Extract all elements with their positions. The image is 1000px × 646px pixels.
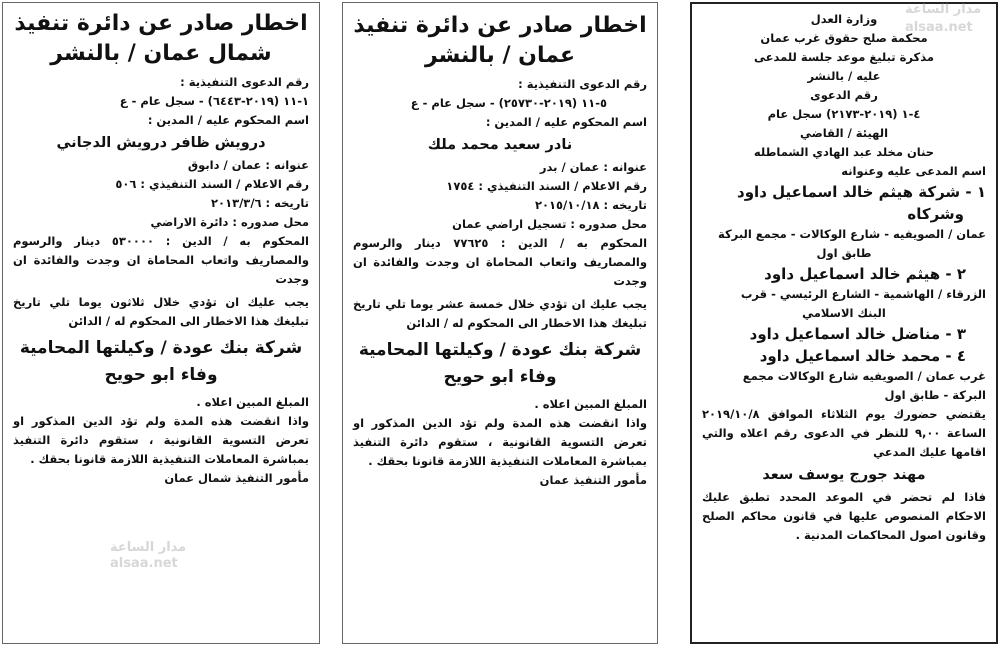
case-number: ٤-١ (٢٠١٩-٢١٧٣) سجل عام bbox=[767, 107, 921, 121]
debtor-label: اسم المحكوم عليه / المدين : bbox=[485, 115, 647, 129]
execution-notice-amman bbox=[342, 2, 658, 644]
defendant-2-address: الزرقاء / الهاشمية - الشارع الرئيسي - قرب bbox=[740, 287, 986, 301]
defendant-2-address-cont: البنك الاسلامي bbox=[802, 306, 886, 320]
defendant-1-address: عمان / الصويفيه - شارع الوكالات - مجمع البركة bbox=[718, 227, 986, 241]
notice-date: تاريخه : ٢٠١٣/٣/٦ bbox=[211, 196, 309, 210]
watermark-url-2: alsaa.net bbox=[110, 556, 178, 571]
judge-label: الهيئة / القاضي bbox=[799, 126, 889, 140]
debtor-label: اسم المحكوم عليه / المدين : bbox=[147, 113, 309, 127]
notice-number: رقم الاعلام / السند التنفيذي : ١٧٥٤ bbox=[446, 179, 647, 193]
debtor-name: درويش ظافر درويش الدجاني bbox=[56, 135, 266, 151]
judge-name: حنان مخلد عبد الهادي الشماطله bbox=[753, 145, 935, 159]
case-number: ٥-١١ (٢٠١٩-٢٥٧٣٠) - سجل عام - ع bbox=[410, 96, 607, 110]
creditor-name: شركة بنك عودة / وكيلتها المحامية bbox=[358, 340, 642, 360]
defendant-1-cont: وشركاه bbox=[907, 205, 964, 223]
notice-type-cont: عليه / بالنشر bbox=[807, 69, 881, 83]
lawyer-name: وفاء ابو حويح bbox=[443, 367, 557, 387]
payment-obligation: يجب عليك ان تؤدي خلال ثلاثون يوما تلي تاريخ تبليغك هذا الاخطار الى المحكوم له / الدائن bbox=[13, 295, 309, 328]
defendant-label: اسم المدعى عليه وعنوانه bbox=[841, 164, 986, 178]
notice-number: رقم الاعلام / السند التنفيذي : ٥٠٦ bbox=[115, 177, 309, 191]
stated-amount: المبلغ المبين اعلاه . bbox=[534, 397, 647, 411]
case-number: ١-١١ (٢٠١٩-٦٤٤٣) - سجل عام - ع bbox=[119, 94, 309, 108]
execution-notice-north-amman bbox=[2, 2, 320, 644]
defendants-3-4-address-cont: البركة - طابق اول bbox=[884, 388, 986, 402]
issuing-authority: محل صدوره : دائرة الاراضي bbox=[150, 215, 309, 229]
debtor-name: نادر سعيد محمد ملك bbox=[427, 137, 573, 153]
notice-title-cont: عمان / بالنشر bbox=[424, 43, 575, 68]
defendants-3-4-address: غرب عمان / الصويفيه شارع الوكالات مجمع bbox=[742, 369, 986, 383]
notice-title: اخطار صادر عن دائرة تنفيذ bbox=[353, 13, 647, 38]
hearing-text: يقتضي حضورك يوم الثلاثاء الموافق ٢٠١٩/١٠/٨ الساعة ٩,٠٠ للنظر في الدعوى رقم اعلاه والتي اقامها عليك المدعي bbox=[702, 407, 986, 459]
defendant-4: ٤ - محمد خالد اسماعيل داود bbox=[759, 347, 966, 365]
stated-amount: المبلغ المبين اعلاه . bbox=[196, 395, 309, 409]
lawyer-name: وفاء ابو حويح bbox=[104, 365, 218, 385]
watermark-url: alsaa.net bbox=[905, 20, 973, 35]
ministry-heading: وزارة العدل bbox=[810, 12, 878, 26]
defendant-2: ٢ - هيثم خالد اسماعيل داود bbox=[764, 265, 966, 283]
defendant-1: ١ - شركة هيثم خالد اسماعيل داود bbox=[737, 183, 986, 201]
court-name: محكمة صلح حقوق غرب عمان bbox=[760, 31, 928, 45]
warning-text: فاذا لم تحضر في الموعد المحدد تطبق عليك الاحكام المنصوص عليها في قانون محاكم الصلح وقانون اصول المحاكمات المدنية . bbox=[702, 490, 986, 542]
case-label: رقم الدعوى التنفيذية : bbox=[518, 77, 647, 91]
case-label: رقم الدعوى التنفيذية : bbox=[180, 75, 309, 89]
court-summons-notice bbox=[690, 2, 998, 644]
defendant-3: ٣ - مناضل خالد اسماعيل داود bbox=[749, 325, 966, 343]
closing-text: واذا انقضت هذه المدة ولم تؤد الدين المذكور او تعرض التسوية القانونية ، ستقوم دائرة التنفيذ بمباشرة المعاملات التنفيذية اللازمة قانونا بحقك . bbox=[13, 414, 309, 466]
enforcement-officer: مأمور التنفيذ شمال عمان bbox=[164, 471, 309, 485]
enforcement-officer: مأمور التنفيذ عمان bbox=[539, 473, 647, 487]
judgment-amount: المحكوم به / الدين : ٧٧٦٢٥ دينار والرسوم والمصاريف واتعاب المحاماة ان وجدت والفائدة ان وجدت bbox=[353, 236, 648, 288]
notice-date: تاريخه : ٢٠١٥/١٠/١٨ bbox=[534, 198, 647, 212]
judgment-amount: المحكوم به / الدين : ٥٣٠٠٠٠ دينار والرسوم والمصاريف واتعاب المحاماة ان وجدت والفائدة ان وجدت bbox=[13, 234, 310, 286]
defendant-1-address-cont: طابق اول bbox=[816, 246, 872, 260]
watermark-text: مدار الساعة bbox=[905, 2, 982, 17]
watermark-text-2: مدار الساعة bbox=[110, 540, 187, 555]
creditor-name: شركة بنك عودة / وكيلتها المحامية bbox=[19, 338, 303, 358]
notice-title: اخطار صادر عن دائرة تنفيذ bbox=[14, 11, 308, 36]
issuing-authority: محل صدوره : تسجيل اراضي عمان bbox=[452, 217, 647, 231]
plaintiff-name: مهند جورج يوسف سعد bbox=[762, 467, 926, 483]
closing-text: واذا انقضت هذه المدة ولم تؤد الدين المذكور او تعرض التسوية القانونية ، ستقوم دائرة التنفيذ بمباشرة المعاملات التنفيذية اللازمة قانونا بحقك . bbox=[353, 416, 647, 468]
debtor-address: عنوانه : عمان / بدر bbox=[539, 160, 647, 174]
payment-obligation: يجب عليك ان تؤدي خلال خمسة عشر يوما تلي تاريخ تبليغك هذا الاخطار الى المحكوم له / الدائن bbox=[353, 297, 647, 330]
notice-type: مذكرة تبليغ موعد جلسة للمدعى bbox=[753, 50, 934, 64]
debtor-address: عنوانه : عمان / دابوق bbox=[187, 158, 309, 172]
notice-title-cont: شمال عمان / بالنشر bbox=[50, 41, 272, 66]
case-label: رقم الدعوى bbox=[810, 88, 878, 102]
